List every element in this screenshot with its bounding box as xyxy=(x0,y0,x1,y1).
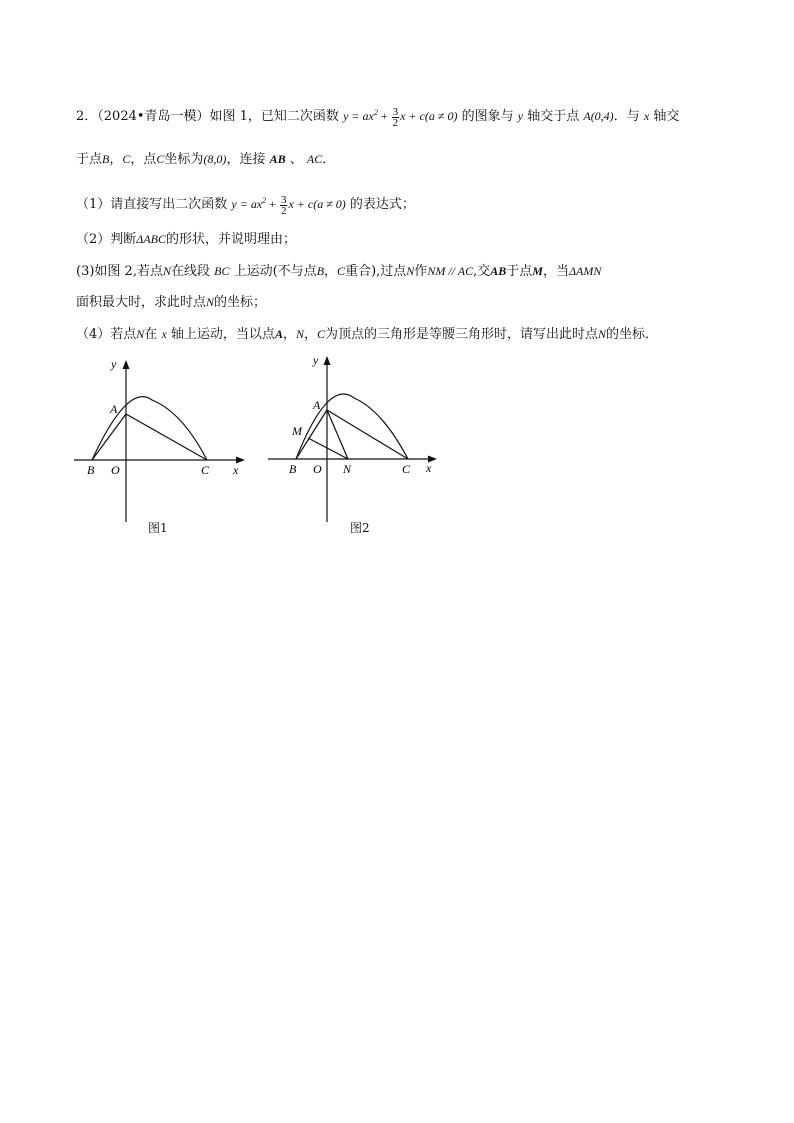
segment-nm xyxy=(308,438,348,459)
quadratic-function-formula: $y = ax^2$ + $\frac{3}{2}$ x + c(a ≠ 0) xyxy=(231,193,346,217)
question-3: (3)如图 2,若点N在线段 BC 上运动(不与点B，C重合),过点N作NM // AC,交AB于点M，当ΔAMN xyxy=(76,264,602,279)
question-1: （1）请直接写出二次函数 $y = ax^2$ + $\frac{3}{2}$ x + c(a ≠ 0) 的表达式； xyxy=(76,193,415,217)
segment-an xyxy=(327,410,348,459)
problem-line-2: 于点B，C，点C坐标为(8,0)，连接 AB 、 AC． xyxy=(76,152,336,167)
label-b: B xyxy=(87,463,95,477)
problem-intro-text: 2．（2024•青岛一模）如图 1，已知二次函数 xyxy=(76,109,339,124)
figure-1-caption: 图1 xyxy=(148,521,168,535)
label-c: C xyxy=(402,462,411,476)
label-a: A xyxy=(110,402,118,416)
question-4: （4）若点N在 x 轴上运动，当以点A，N，C为顶点的三角形是等腰三角形时，请写出此时点N的坐标． xyxy=(76,327,659,342)
label-y: y xyxy=(111,357,117,371)
label-b: B xyxy=(289,462,297,476)
problem-line-1: 2．（2024•青岛一模）如图 1，已知二次函数 $y = ax^2$ + $\frac{3}{2}$ x + c(a ≠ 0) 的图象与 y 轴交于点 A(0,4)．与 x 轴交 xyxy=(76,105,680,129)
label-x: x xyxy=(233,463,239,477)
quadratic-function-formula: $y = ax^2$ + $\frac{3}{2}$ x + c(a ≠ 0) xyxy=(343,105,458,129)
label-c: C xyxy=(201,463,210,477)
question-3-cont: 面积最大时，求此时点N的坐标； xyxy=(76,295,267,310)
question-2: （2）判断ΔABC的形状，并说明理由； xyxy=(76,232,297,247)
label-o: O xyxy=(111,463,120,477)
segment-ac xyxy=(327,410,408,459)
point-c-coordinate: (8,0) xyxy=(203,152,227,166)
y-axis-arrow-icon xyxy=(324,356,331,365)
label-m: M xyxy=(292,424,302,438)
label-o: O xyxy=(313,462,322,476)
figure-2-caption: 图2 xyxy=(350,521,370,535)
y-axis-arrow-icon xyxy=(123,360,130,369)
label-n: N xyxy=(343,462,352,476)
label-a: A xyxy=(313,398,321,412)
figure-1 xyxy=(70,352,250,527)
label-x: x xyxy=(426,461,432,475)
figure-2 xyxy=(266,348,446,528)
label-y: y xyxy=(313,353,319,367)
segment-ac xyxy=(126,414,207,460)
point-a-coordinate: A(0,4) xyxy=(583,109,614,123)
segment-ab xyxy=(92,414,126,460)
